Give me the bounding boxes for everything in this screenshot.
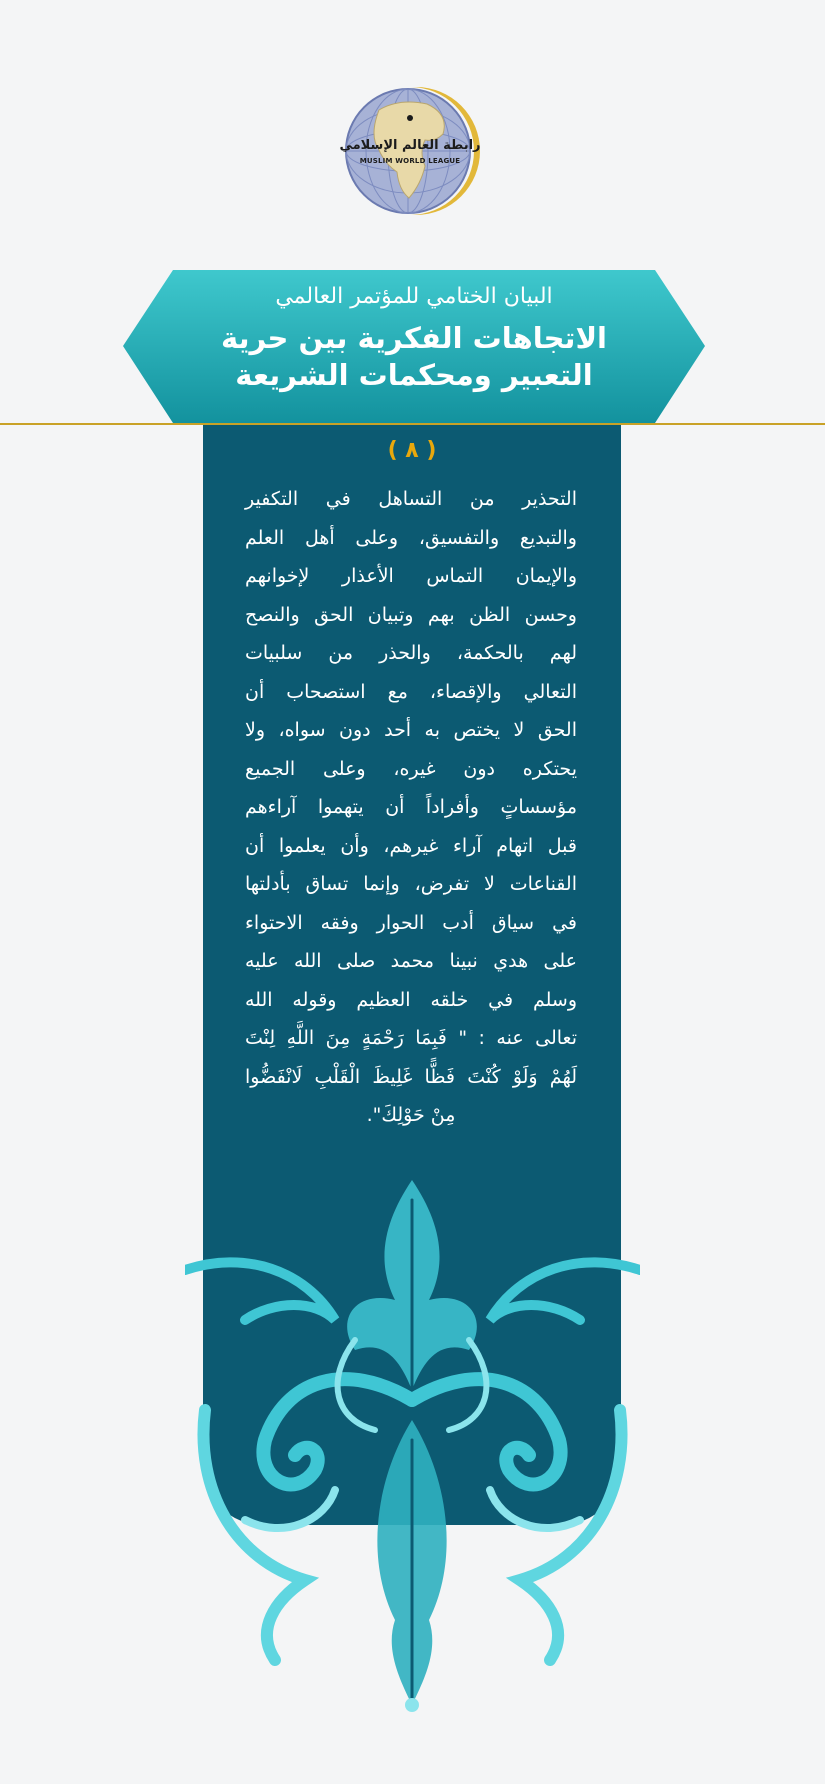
body-line: لهم بالحكمة، والحذر من سلبيات — [245, 642, 577, 664]
article-number: ( ٨ ) — [387, 438, 437, 463]
body-line: يحتكره دون غيره، وعلى الجميع — [245, 757, 577, 780]
article-body — [245, 480, 577, 1135]
body-line: والتبديع والتفسيق، وعلى أهل العلم — [245, 526, 577, 549]
floral-ornament — [185, 1160, 640, 1720]
floral-ornament-icon — [185, 1160, 640, 1720]
logo-arabic-name: رابطة العالم الإسلامي — [339, 138, 481, 153]
body-line: على هدي نبينا محمد صلى الله عليه — [245, 950, 577, 972]
banner-title-line2: التعبير ومحكمات الشريعة — [235, 358, 593, 392]
body-line: قبل اتهام آراء غيرهم، وأن يعلموا أن — [245, 834, 577, 857]
banner-subtitle: البيان الختامي للمؤتمر العالمي — [275, 284, 553, 309]
body-line: وسلم في خلقه العظيم وقوله الله — [245, 988, 577, 1011]
banner-title-line1: الاتجاهات الفكرية بين حرية — [221, 321, 607, 355]
body-line: التعالي والإقصاء، مع استصحاب أن — [245, 680, 577, 703]
body-line: وحسن الظن بهم وتبيان الحق والنصح — [245, 603, 577, 626]
body-line: التحذير من التساهل في التكفير — [245, 488, 577, 510]
body-line: تعالى عنه : " فَبِمَا رَحْمَةٍ مِنَ اللَّهِ لِنْتَ — [245, 1027, 577, 1049]
body-line: في سياق أدب الحوار وفقه الاحتواء — [245, 911, 577, 934]
body-line: القناعات لا تفرض، وإنما تساق بأدلتها — [245, 873, 577, 895]
body-line: مؤسساتٍ وأفراداً أن يتهموا آراءهم — [245, 796, 577, 818]
body-line: مِنْ حَوْلِكَ". — [366, 1104, 456, 1126]
body-line: لَهُمْ وَلَوْ كُنْتَ فَظًّا غَلِيظَ الْقَلْبِ لَانْفَضُّوا — [245, 1065, 577, 1088]
title-banner — [123, 270, 705, 423]
body-line: الحق لا يختص به أحد دون سواه، ولا — [245, 719, 577, 741]
banner-title — [123, 320, 705, 394]
muslim-world-league-logo — [339, 80, 481, 222]
body-line: والإيمان التماس الأعذار لإخوانهم — [245, 565, 577, 587]
logo-english-name: MUSLIM WORLD LEAGUE — [359, 157, 461, 165]
